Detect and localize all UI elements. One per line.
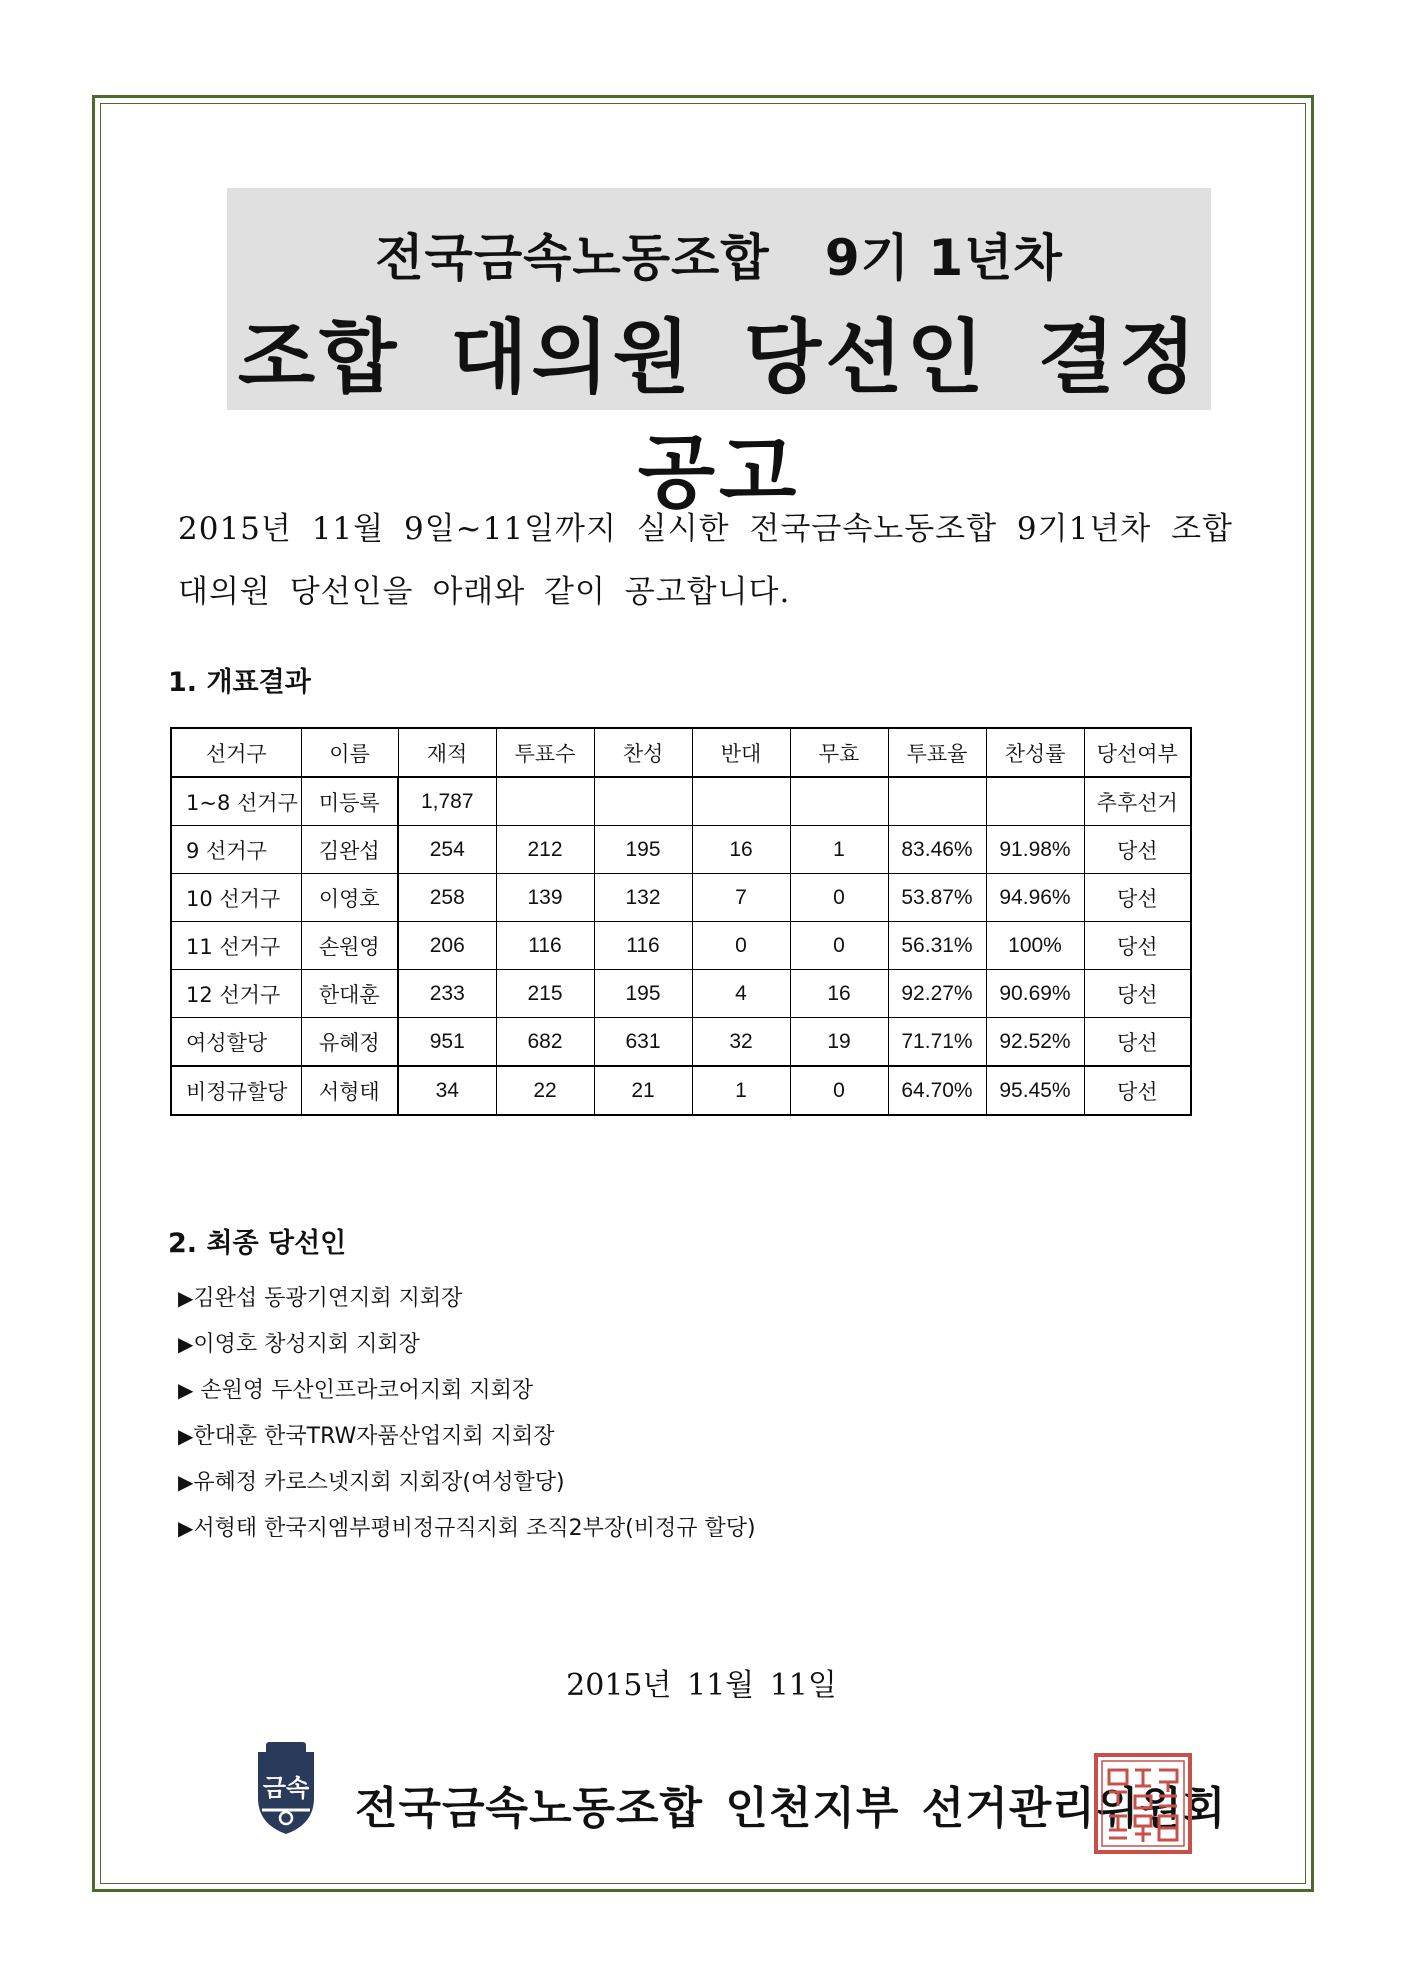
result-cell: 당선 bbox=[1084, 1018, 1191, 1067]
bullet-marker: ▶ bbox=[178, 1516, 194, 1540]
table-row bbox=[171, 970, 1191, 1018]
votes-cell: 116 bbox=[496, 922, 594, 970]
district-cell: 여성할당 bbox=[171, 1018, 301, 1067]
table-row bbox=[171, 1018, 1191, 1067]
result-cell: 당선 bbox=[1084, 922, 1191, 970]
union-logo-icon bbox=[248, 1740, 324, 1836]
votes-cell bbox=[496, 777, 594, 826]
column-header: 투표수 bbox=[496, 728, 594, 777]
column-header: 선거구 bbox=[171, 728, 301, 777]
logo-text: 금속 bbox=[262, 1774, 310, 1802]
organization-name: 전국금속노동조합 인천지부 선거관리위원회 bbox=[355, 1783, 1227, 1834]
bullet-marker: ▶ bbox=[178, 1286, 194, 1310]
result-cell: 당선 bbox=[1084, 826, 1191, 874]
no-cell: 7 bbox=[692, 874, 790, 922]
approval-cell bbox=[986, 777, 1084, 826]
yes-cell: 631 bbox=[594, 1018, 692, 1067]
result-cell: 당선 bbox=[1084, 970, 1191, 1018]
bullet-marker: ▶ bbox=[178, 1424, 194, 1448]
winner-text: 한대훈 한국TRW자품산업지회 지회장 bbox=[193, 1424, 555, 1449]
yes-cell: 116 bbox=[594, 922, 692, 970]
no-cell: 4 bbox=[692, 970, 790, 1018]
table-row bbox=[171, 1066, 1191, 1115]
column-header: 재적 bbox=[398, 728, 496, 777]
enrolled-cell: 1,787 bbox=[398, 777, 496, 826]
turnout-cell bbox=[888, 777, 986, 826]
results-table bbox=[170, 727, 1192, 1116]
votes-cell: 22 bbox=[496, 1066, 594, 1115]
district-cell: 9 선거구 bbox=[171, 826, 301, 874]
list-item bbox=[178, 1413, 756, 1459]
column-header: 투표율 bbox=[888, 728, 986, 777]
column-header: 무효 bbox=[790, 728, 888, 777]
column-header: 찬성률 bbox=[986, 728, 1084, 777]
approval-cell: 94.96% bbox=[986, 874, 1084, 922]
bullet-marker: ▶ bbox=[178, 1470, 194, 1494]
votes-cell: 139 bbox=[496, 874, 594, 922]
enrolled-cell: 258 bbox=[398, 874, 496, 922]
result-cell: 당선 bbox=[1084, 1066, 1191, 1115]
invalid-cell: 0 bbox=[790, 922, 888, 970]
invalid-cell: 19 bbox=[790, 1018, 888, 1067]
section-heading-results: 1. 개표결과 bbox=[168, 667, 311, 698]
invalid-cell: 0 bbox=[790, 1066, 888, 1115]
winners-list bbox=[178, 1275, 756, 1551]
district-cell: 10 선거구 bbox=[171, 874, 301, 922]
winner-text: 유혜정 카로스넷지회 지회장(여성할당) bbox=[193, 1470, 565, 1495]
bullet-marker: ▶ bbox=[178, 1332, 194, 1356]
title-line-2: 조합 대의원 당선인 결정 공고 bbox=[237, 311, 1201, 519]
announcement-date: 2015년 11월 11일 bbox=[566, 1668, 837, 1703]
list-item bbox=[178, 1275, 756, 1321]
yes-cell: 195 bbox=[594, 970, 692, 1018]
name-cell: 이영호 bbox=[301, 874, 398, 922]
list-item bbox=[178, 1321, 756, 1367]
table-header-row bbox=[171, 728, 1191, 777]
table-row bbox=[171, 826, 1191, 874]
winner-text: 손원영 두산인프라코어지회 지회장 bbox=[193, 1378, 534, 1403]
enrolled-cell: 34 bbox=[398, 1066, 496, 1115]
turnout-cell: 92.27% bbox=[888, 970, 986, 1018]
turnout-cell: 56.31% bbox=[888, 922, 986, 970]
list-item bbox=[178, 1505, 756, 1551]
approval-cell: 91.98% bbox=[986, 826, 1084, 874]
bullet-marker: ▶ bbox=[178, 1378, 194, 1402]
approval-cell: 90.69% bbox=[986, 970, 1084, 1018]
name-cell: 손원영 bbox=[301, 922, 398, 970]
name-cell: 한대훈 bbox=[301, 970, 398, 1018]
title-line-1: 전국금속노동조합 9기 1년차 bbox=[375, 229, 1063, 287]
table-row bbox=[171, 922, 1191, 970]
column-header: 찬성 bbox=[594, 728, 692, 777]
name-cell: 미등록 bbox=[301, 777, 398, 826]
result-cell: 추후선거 bbox=[1084, 777, 1191, 826]
approval-cell: 92.52% bbox=[986, 1018, 1084, 1067]
table-row bbox=[171, 777, 1191, 826]
invalid-cell bbox=[790, 777, 888, 826]
column-header: 이름 bbox=[301, 728, 398, 777]
table-row bbox=[171, 874, 1191, 922]
approval-cell: 95.45% bbox=[986, 1066, 1084, 1115]
name-cell: 유혜정 bbox=[301, 1018, 398, 1067]
enrolled-cell: 951 bbox=[398, 1018, 496, 1067]
no-cell bbox=[692, 777, 790, 826]
list-item bbox=[178, 1459, 756, 1505]
no-cell: 16 bbox=[692, 826, 790, 874]
winner-text: 이영호 창성지회 지회장 bbox=[193, 1332, 420, 1357]
turnout-cell: 53.87% bbox=[888, 874, 986, 922]
column-header: 당선여부 bbox=[1084, 728, 1191, 777]
name-cell: 김완섭 bbox=[301, 826, 398, 874]
intro-paragraph: 2015년 11월 9일~11일까지 실시한 전국금속노동조합 9기1년차 조합대의원 당선인을 아래와 같이 공고합니다. bbox=[178, 511, 1233, 610]
turnout-cell: 64.70% bbox=[888, 1066, 986, 1115]
list-item bbox=[178, 1367, 756, 1413]
no-cell: 1 bbox=[692, 1066, 790, 1115]
title-box bbox=[227, 188, 1211, 519]
enrolled-cell: 206 bbox=[398, 922, 496, 970]
votes-cell: 215 bbox=[496, 970, 594, 1018]
official-seal-icon bbox=[1093, 1752, 1193, 1855]
no-cell: 32 bbox=[692, 1018, 790, 1067]
name-cell: 서형태 bbox=[301, 1066, 398, 1115]
yes-cell: 195 bbox=[594, 826, 692, 874]
invalid-cell: 1 bbox=[790, 826, 888, 874]
yes-cell bbox=[594, 777, 692, 826]
winner-text: 서형태 한국지엠부평비정규직지회 조직2부장(비정규 할당) bbox=[193, 1516, 756, 1541]
enrolled-cell: 254 bbox=[398, 826, 496, 874]
yes-cell: 21 bbox=[594, 1066, 692, 1115]
section-heading-winners: 2. 최종 당선인 bbox=[168, 1228, 347, 1259]
turnout-cell: 71.71% bbox=[888, 1018, 986, 1067]
votes-cell: 682 bbox=[496, 1018, 594, 1067]
turnout-cell: 83.46% bbox=[888, 826, 986, 874]
district-cell: 비정규할당 bbox=[171, 1066, 301, 1115]
district-cell: 12 선거구 bbox=[171, 970, 301, 1018]
result-cell: 당선 bbox=[1084, 874, 1191, 922]
enrolled-cell: 233 bbox=[398, 970, 496, 1018]
column-header: 반대 bbox=[692, 728, 790, 777]
invalid-cell: 0 bbox=[790, 874, 888, 922]
district-cell: 1~8 선거구 bbox=[171, 777, 301, 826]
votes-cell: 212 bbox=[496, 826, 594, 874]
winner-text: 김완섭 동광기연지회 지회장 bbox=[193, 1286, 463, 1311]
yes-cell: 132 bbox=[594, 874, 692, 922]
no-cell: 0 bbox=[692, 922, 790, 970]
approval-cell: 100% bbox=[986, 922, 1084, 970]
district-cell: 11 선거구 bbox=[171, 922, 301, 970]
invalid-cell: 16 bbox=[790, 970, 888, 1018]
